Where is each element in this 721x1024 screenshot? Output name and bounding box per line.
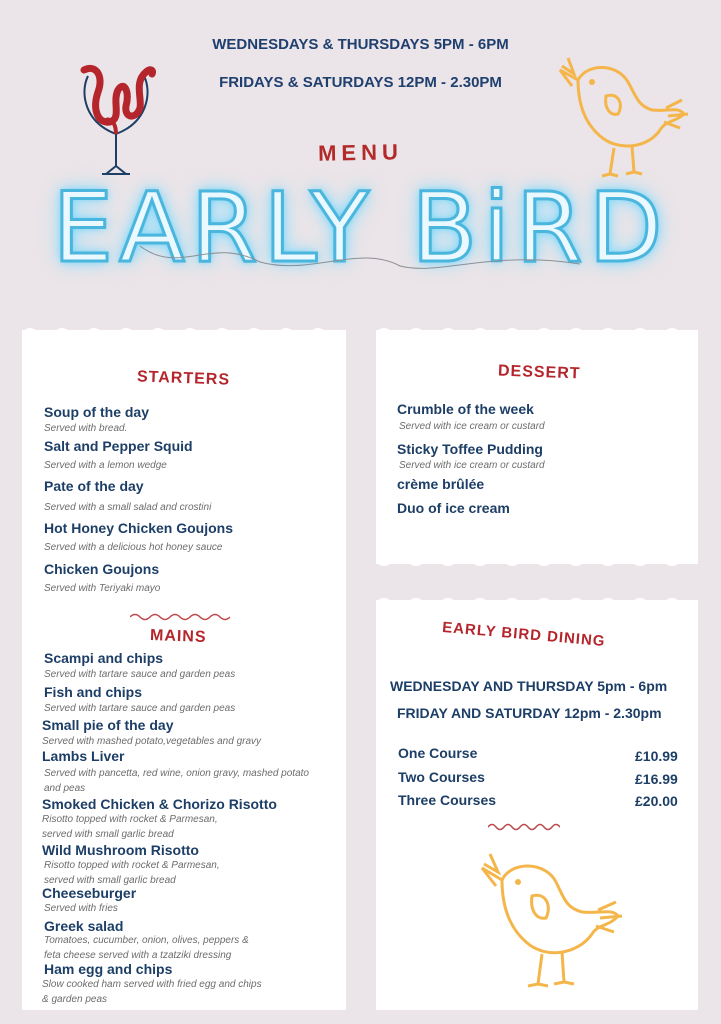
main-desc: Slow cooked ham served with fried egg and chips [42,979,262,990]
main-desc: Risotto topped with rocket & Parmesan, [42,814,218,825]
starter-item: Hot Honey Chicken Goujons [44,520,234,536]
starter-desc: Served with a lemon wedge [44,460,167,471]
main-item: Lambs Liver [42,748,125,764]
main-desc-cont: served with small garlic bread [44,875,176,886]
dessert-item: Sticky Toffee Pudding [397,441,543,457]
dessert-item: Crumble of the week [397,401,534,417]
price-label: Three Courses [398,792,497,808]
price-value: £20.00 [635,793,678,809]
main-desc-cont: served with small garlic bread [42,829,174,840]
main-desc: Risotto topped with rocket & Parmesan, [44,860,220,871]
main-item: Fish and chips [44,684,143,700]
starter-item: Chicken Goujons [44,561,160,577]
hours-line-weekend: FRIDAYS & SATURDAYS 12PM - 2.30PM [219,74,502,91]
squiggle-divider-icon [130,612,230,622]
dessert-desc: Served with ice cream or custard [399,421,545,432]
dining-hours-weekend: FRIDAY AND SATURDAY 12pm - 2.30pm [397,705,662,721]
starter-item: Salt and Pepper Squid [44,438,193,454]
price-label: Two Courses [398,769,485,785]
main-item: Scampi and chips [44,650,164,666]
price-value: £10.99 [635,748,678,764]
menu-panel-dessert [376,330,698,564]
bird-icon [548,52,693,182]
menu-label: MENU [317,139,404,166]
torn-edge-top-icon [376,324,698,332]
bird-icon [468,846,628,996]
main-desc-cont: and peas [44,783,86,794]
squiggle-divider-icon [488,822,560,832]
mains-heading: MAINS [149,627,207,646]
neon-wire-icon [140,236,580,276]
starter-item: Soup of the day [44,404,149,420]
starter-desc: Served with a small salad and crostini [44,502,212,513]
starter-item: Pate of the day [44,478,144,494]
main-desc: Served with mashed potato,vegetables and gravy [42,736,262,747]
starter-desc: Served with Teriyaki mayo [44,583,161,594]
main-desc-cont: feta cheese served with a tzatziki dressing [44,950,232,961]
main-desc: Served with fries [44,903,118,914]
main-item: Smoked Chicken & Chorizo Risotto [42,796,277,812]
torn-edge-top-icon [22,324,346,332]
torn-edge-top-icon [376,594,698,602]
main-item: Small pie of the day [42,717,174,733]
page-title: EARLY BiRD [52,172,669,284]
main-item: Cheeseburger [42,885,137,901]
menu-panel-left [22,330,346,1010]
dessert-heading: DESSERT [497,362,581,383]
price-value: £16.99 [635,771,678,787]
main-item: Greek salad [44,918,124,934]
main-item: Wild Mushroom Risotto [42,842,199,858]
main-desc: Served with tartare sauce and garden peas [44,669,236,680]
price-label: One Course [398,745,478,761]
dessert-item: crème brûlée [397,476,485,492]
hours-line-weekdays: WEDNESDAYS & THURSDAYS 5PM - 6PM [212,36,509,53]
early-bird-dining-heading: EARLY BIRD DINING [441,618,607,651]
main-desc: Served with tartare sauce and garden peas [44,703,236,714]
starter-desc: Served with bread. [44,423,128,434]
dining-hours-weekdays: WEDNESDAY AND THURSDAY 5pm - 6pm [390,678,668,694]
main-desc: Tomatoes, cucumber, onion, olives, peppers & [44,935,249,946]
main-desc: Served with pancetta, red wine, onion gravy, mashed potato [44,768,309,779]
menu-panel-pricing [376,600,698,1010]
torn-edge-bottom-icon [376,562,698,570]
dessert-item: Duo of ice cream [397,500,510,516]
main-item: Ham egg and chips [44,961,173,977]
main-desc-cont: & garden peas [42,994,108,1005]
starter-desc: Served with a delicious hot honey sauce [44,542,223,553]
starters-heading: STARTERS [136,368,231,389]
dessert-desc: Served with ice cream or custard [399,460,545,471]
